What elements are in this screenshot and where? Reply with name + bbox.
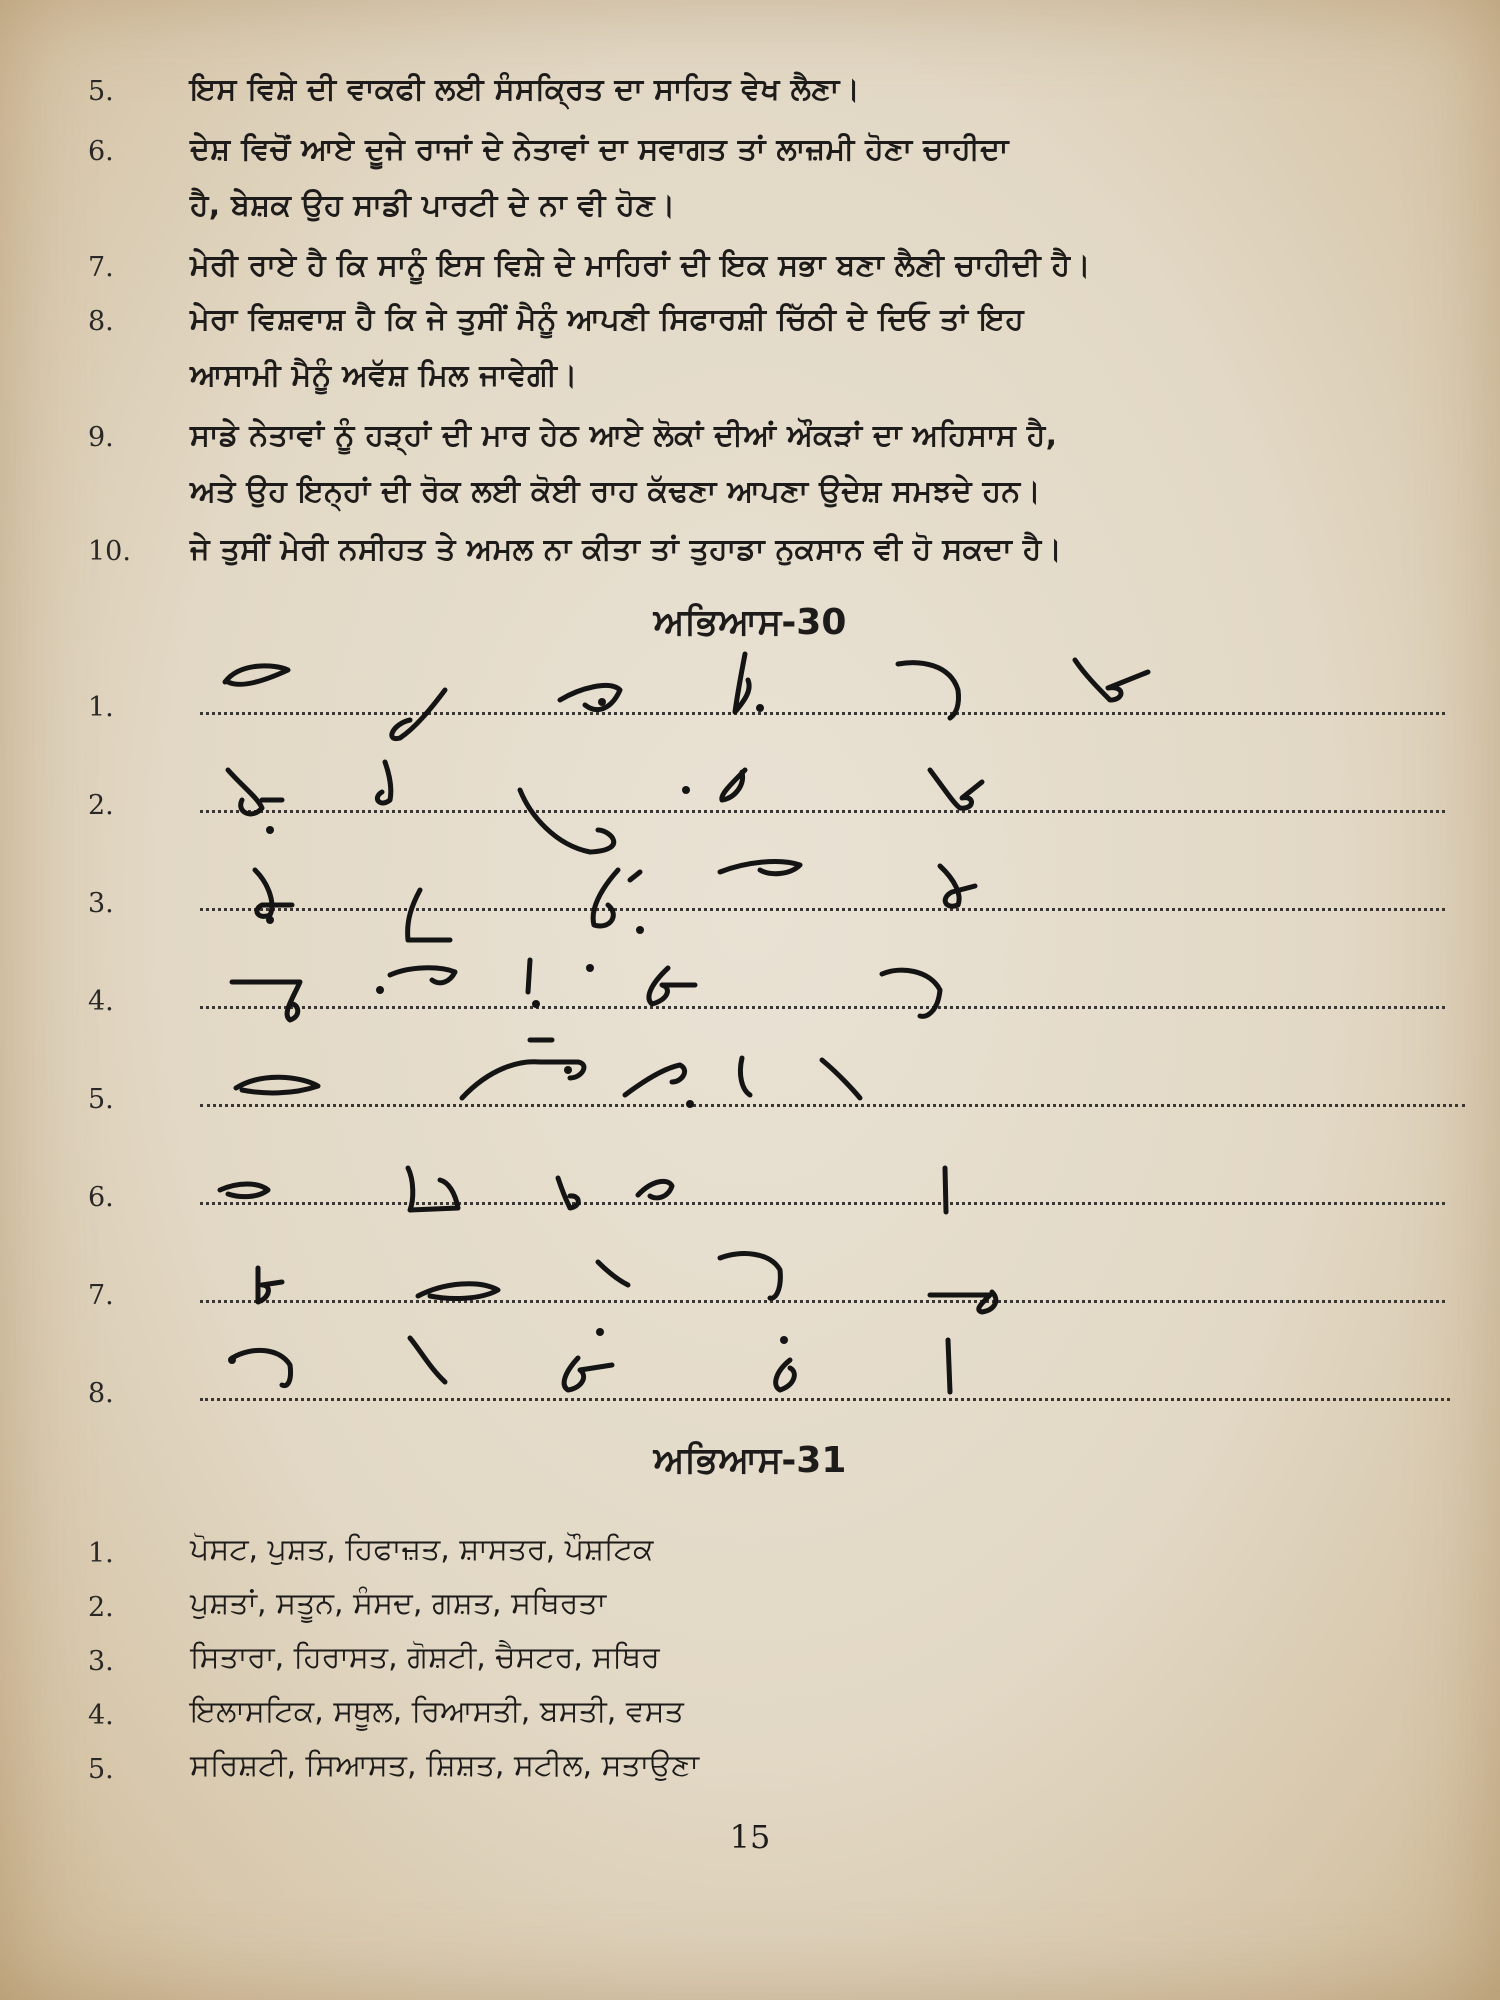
word-list-text: ਪੁਸ਼ਤਾਂ, ਸਤੂਨ, ਸੰਸਦ, ਗਸ਼ਤ, ਸਥਿਰਤਾ xyxy=(190,1586,607,1621)
word-list-number: 2. xyxy=(88,1592,114,1623)
exercise-row-number: 7. xyxy=(88,1280,114,1311)
sentence-number: 7. xyxy=(88,252,114,283)
sentence-text: ਮੇਰਾ ਵਿਸ਼ਵਾਸ਼ ਹੈ ਕਿ ਜੇ ਤੁਸੀਂ ਮੈਨੂੰ ਆਪਣੀ ਸਿਫਾਰਸ਼ੀ ਚਿੱਠੀ ਦੇ ਦਿਓ ਤਾਂ ਇਹ xyxy=(190,302,1024,337)
exercise-30-heading: ਅਭਿਆਸ-30 xyxy=(653,602,847,643)
exercise-row-number: 2. xyxy=(88,790,114,821)
word-list-number: 4. xyxy=(88,1700,114,1731)
word-list-number: 1. xyxy=(88,1538,114,1569)
sentence-number: 5. xyxy=(88,76,114,107)
exercise-row-number: 5. xyxy=(88,1084,114,1115)
exercise-31-heading: ਅਭਿਆਸ-31 xyxy=(653,1440,847,1481)
word-list-number: 3. xyxy=(88,1646,114,1677)
sentence-number: 8. xyxy=(88,306,114,337)
sentence-text-continued: ਆਸਾਮੀ ਮੈਨੂੰ ਅਵੱਸ਼ ਮਿਲ ਜਾਵੇਗੀ। xyxy=(190,358,578,393)
sentence-text-continued: ਅਤੇ ਉਹ ਇਨ੍ਹਾਂ ਦੀ ਰੋਕ ਲਈ ਕੋਈ ਰਾਹ ਕੱਢਣਾ ਆਪਣਾ ਉਦੇਸ਼ ਸਮਝਦੇ ਹਨ। xyxy=(190,474,1041,509)
exercise-row-number: 1. xyxy=(88,692,114,723)
exercise-row-number: 3. xyxy=(88,888,114,919)
sentence-text: ਮੇਰੀ ਰਾਏ ਹੈ ਕਿ ਸਾਨੂੰ ਇਸ ਵਿਸ਼ੇ ਦੇ ਮਾਹਿਰਾਂ ਦੀ ਇਕ ਸਭਾ ਬਣਾ ਲੈਣੀ ਚਾਹੀਦੀ ਹੈ। xyxy=(190,248,1091,283)
word-list-text: ਇਲਾਸਟਿਕ, ਸਥੂਲ, ਰਿਆਸਤੀ, ਬਸਤੀ, ਵਸਤ xyxy=(190,1694,684,1729)
word-list-number: 5. xyxy=(88,1754,114,1785)
sentence-text: ਜੇ ਤੁਸੀਂ ਮੇਰੀ ਨਸੀਹਤ ਤੇ ਅਮਲ ਨਾ ਕੀਤਾ ਤਾਂ ਤੁਹਾਡਾ ਨੁਕਸਾਨ ਵੀ ਹੋ ਸਕਦਾ ਹੈ। xyxy=(190,532,1063,567)
sentence-text: ਸਾਡੇ ਨੇਤਾਵਾਂ ਨੂੰ ਹੜ੍ਹਾਂ ਦੀ ਮਾਰ ਹੇਠ ਆਏ ਲੋਕਾਂ ਦੀਆਂ ਔਕੜਾਂ ਦਾ ਅਹਿਸਾਸ ਹੈ, xyxy=(190,418,1058,453)
sentence-text: ਦੇਸ਼ ਵਿਚੋਂ ਆਏ ਦੂਜੇ ਰਾਜਾਂ ਦੇ ਨੇਤਾਵਾਂ ਦਾ ਸਵਾਗਤ ਤਾਂ ਲਾਜ਼ਮੀ ਹੋਣਾ ਚਾਹੀਦਾ xyxy=(190,132,1009,167)
sentence-text: ਇਸ ਵਿਸ਼ੇ ਦੀ ਵਾਕਫੀ ਲਈ ਸੰਸਕ੍ਰਿਤ ਦਾ ਸਾਹਿਤ ਵੇਖ ਲੈਣਾ। xyxy=(190,72,861,107)
word-list-text: ਪੋਸਟ, ਪੁਸ਼ਤ, ਹਿਫਾਜ਼ਤ, ਸ਼ਾਸਤਰ, ਪੌਸ਼ਟਿਕ xyxy=(190,1532,654,1567)
exercise-row-number: 8. xyxy=(88,1378,114,1409)
exercise-row-number: 4. xyxy=(88,986,114,1017)
exercise-row-number: 6. xyxy=(88,1182,114,1213)
sentence-number: 10. xyxy=(88,536,131,567)
sentence-text-continued: ਹੈ, ਬੇਸ਼ਕ ਉਹ ਸਾਡੀ ਪਾਰਟੀ ਦੇ ਨਾ ਵੀ ਹੋਣ। xyxy=(190,188,676,223)
word-list-text: ਸਰਿਸ਼ਟੀ, ਸਿਆਸਤ, ਸ਼ਿਸ਼ਤ, ਸਟੀਲ, ਸਤਾਉਣਾ xyxy=(190,1748,700,1783)
sentence-number: 9. xyxy=(88,422,114,453)
word-list-text: ਸਿਤਾਰਾ, ਹਿਰਾਸਤ, ਗੋਸ਼ਟੀ, ਚੈਸਟਰ, ਸਥਿਰ xyxy=(190,1640,660,1675)
sentence-number: 6. xyxy=(88,136,114,167)
page-number: 15 xyxy=(729,1818,771,1856)
